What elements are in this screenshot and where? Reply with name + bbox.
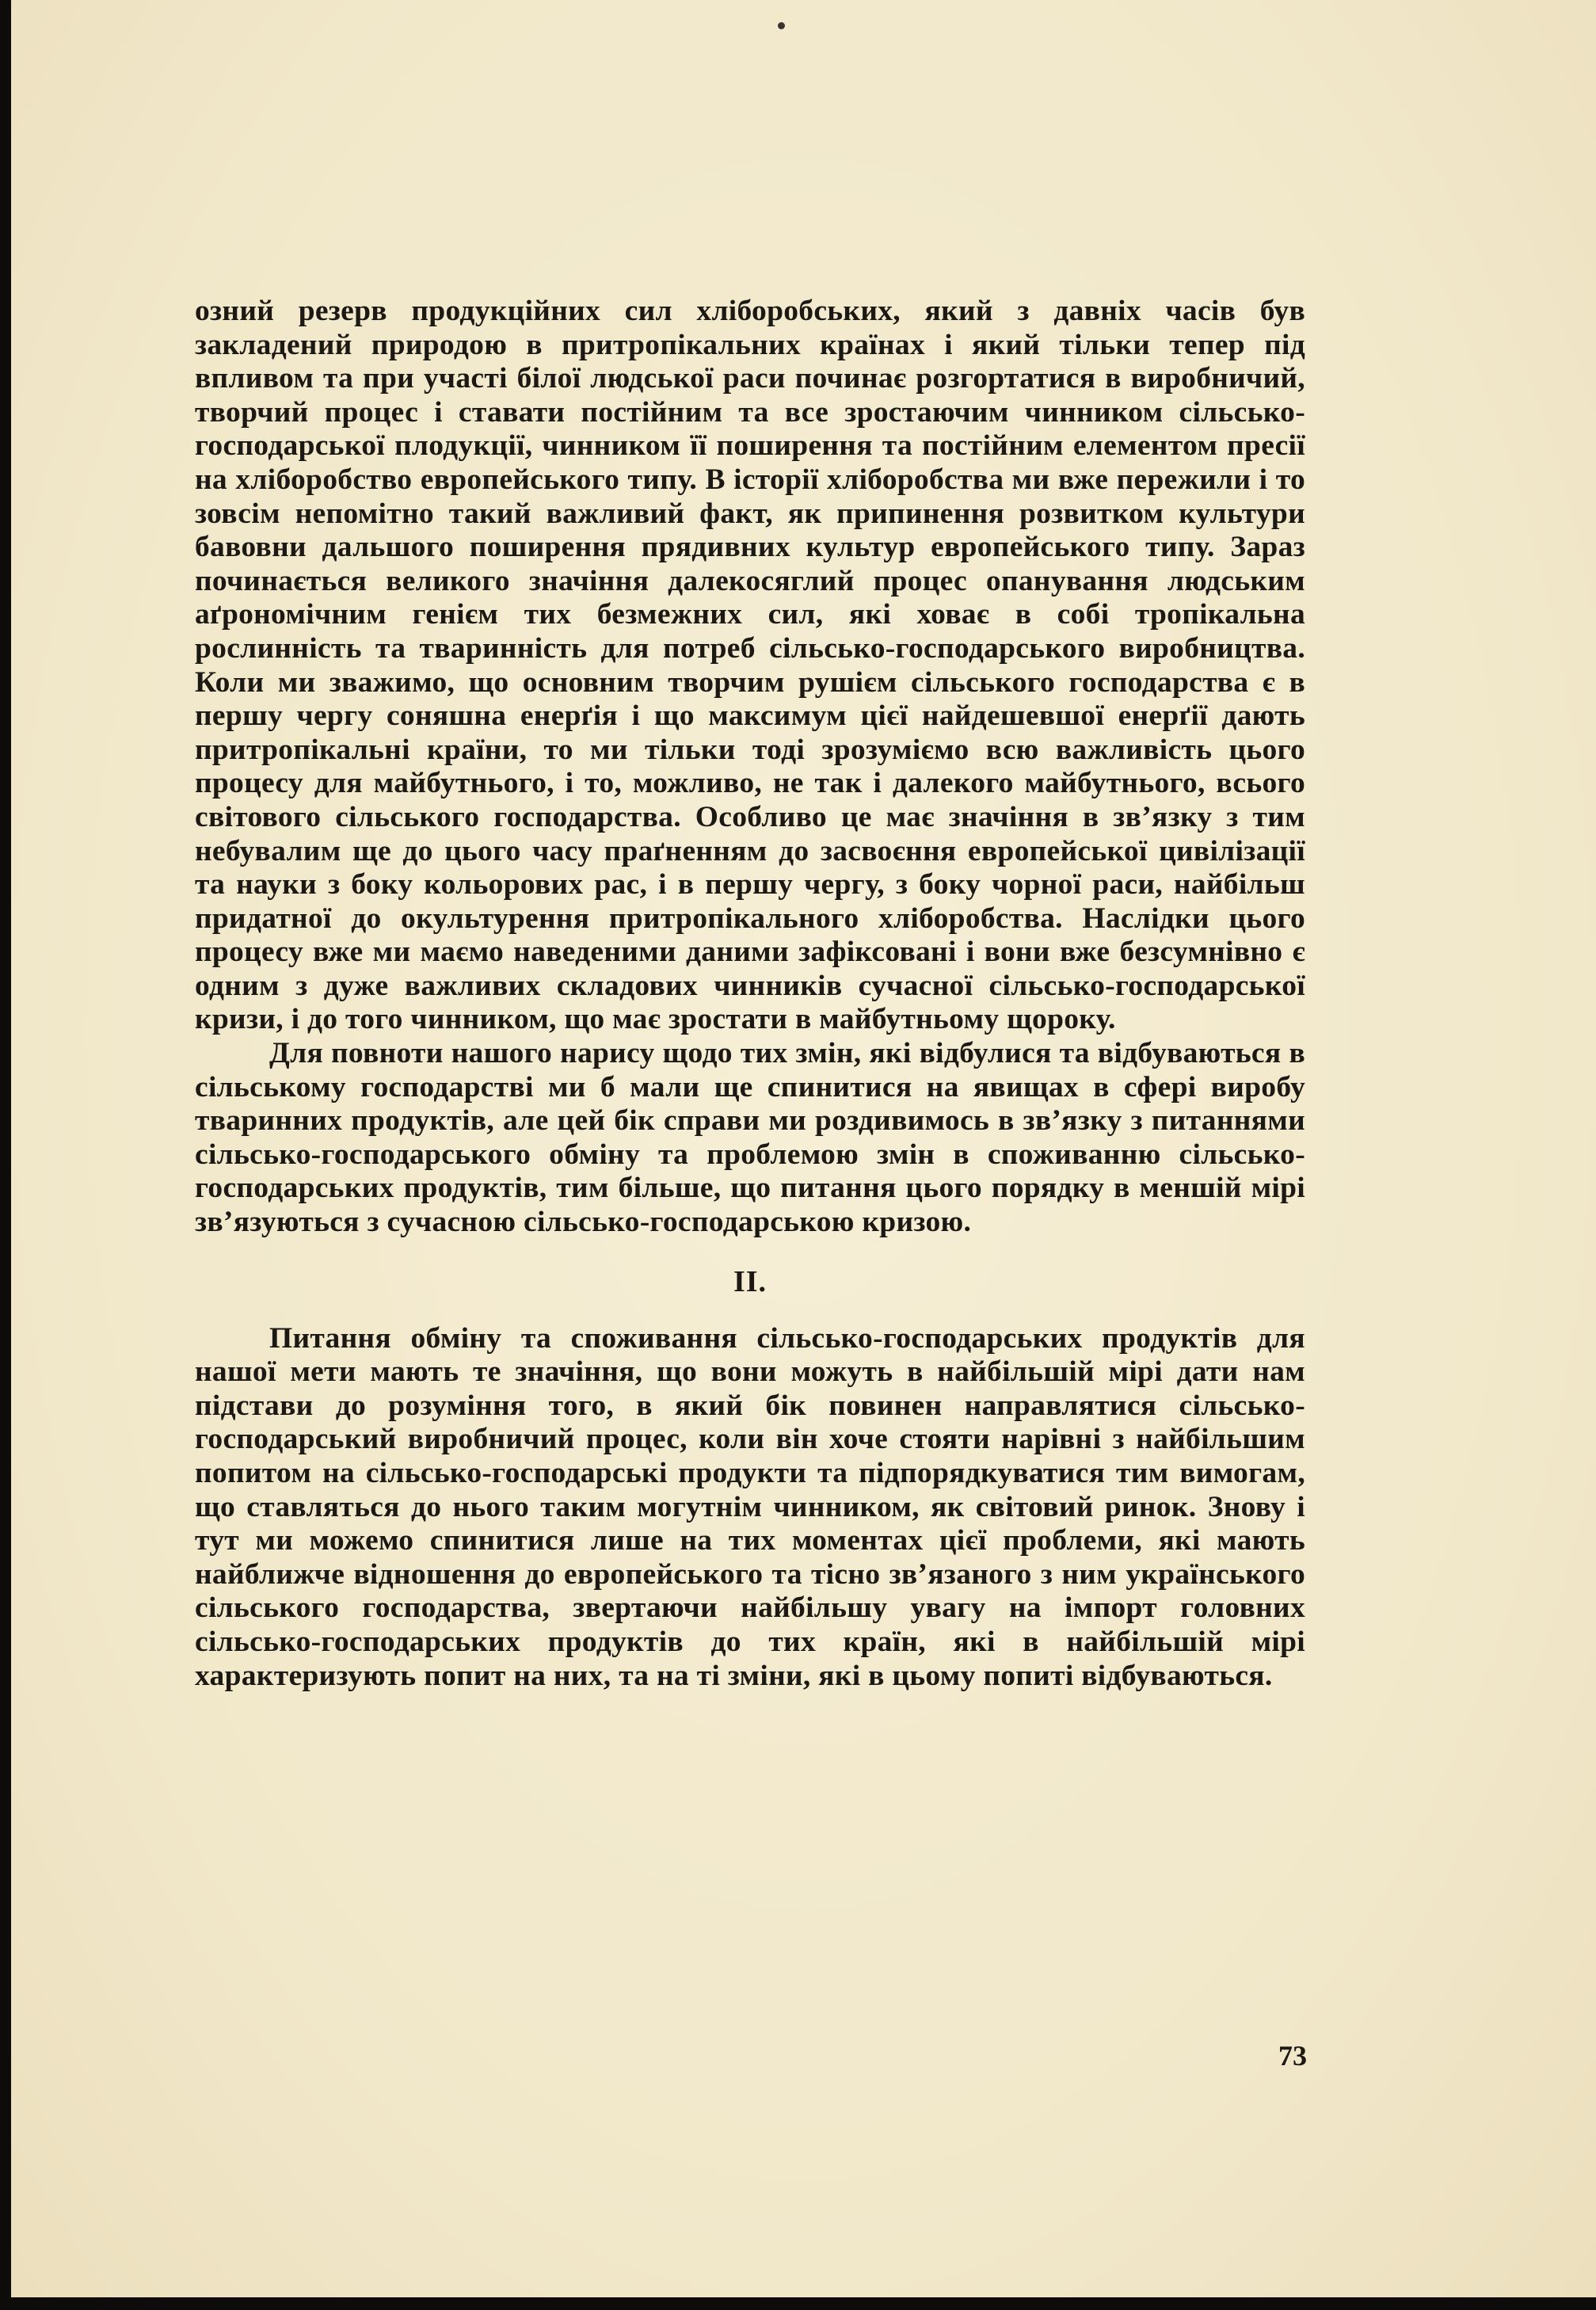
- paragraph-exchange-consumption: Питання обміну та споживання сільсько-господарських продуктів для нашої мети мають те значіння, що вони можуть в найбільшій мірі дати нам підстави до розуміння того, в який бік повинен направлятися сільсько-господарський виробничий процес, коли він хоче стояти нарівні з найбільшим попитом на сільсько-господарські продукти та підпорядкуватися тим вимогам, що ставляться до нього таким могутнім чинником, як світовий ринок. Знову і тут ми можемо спинитися лише на тих моментах цієї проблеми, які мають найближче відношення до европейського та тісно зв’язаного з ним українського сільського господарства, звертаючи найбільшу увагу на імпорт головних сільсько-господарських продуктів до тих країн, які в найбільшій мірі характеризують попит на них, та на ті зміни, які в цьому попиті відбуваються.: [195, 1321, 1305, 1692]
- binding-gutter: [0, 0, 11, 2310]
- paragraph-continuation: озний резерв продукційних сил хліборобських, який з давніх часів був закладений природою в притропікальних країнах і який тільки тепер під впливом та при участі білої людської раси починає розгортатися в виробничий, творчий процес і ставати постійним та все зростаючим чинником сільсько-господарської плодукції, чинником її поширення та постійним елементом пресії на хліборобство европейського типу. В історії хліборобства ми вже пережили і то зовсім непомітно такий важливий факт, як припинення розвитком культури бавовни дальшого поширення прядивних культур европейського типу. Зараз починається великого значіння далекосяглий процес опанування людським аґрономічним генієм тих безмежних сил, які ховає в собі тропікальна рослинність та тваринність для потреб сільсько-господарського виробництва. Коли ми зважимо, що основним творчим рушієм сільського господарства є в першу чергу соняшна енерґія і що максимум цієї найдешевшої енерґії дають притропікальні країни, то ми тільки тоді зрозуміємо всю важливість цього процесу для майбутнього, і то, можливо, не так і далекого майбутнього, всього світового сільського господарства. Особливо це має значіння в зв’язку з тим небувалим ще до цього часу праґненням до засвоєння европейської цивілізації та науки з боку кольорових рас, і в першу чергу, з боку чорної раси, найбільш придатної до окультурення притропікального хліборобства. Наслідки цього процесу вже ми маємо наведеними даними зафіксовані і вони вже безсумнівно є одним з дуже важливих складових чинників сучасної сільсько-господарської кризи, і до того чинником, що має зростати в майбутньому щороку.: [195, 295, 1305, 1036]
- page-bottom-edge: [0, 2297, 1596, 2310]
- section-heading: II.: [733, 1264, 768, 1298]
- page-number: 73: [1278, 2040, 1307, 2072]
- body-text: [195, 295, 1305, 1693]
- paragraph-changes-summary: Для повноти нашого нарису щодо тих змін, які відбулися та відбуваються в сільському господарстві ми б мали ще спинитися на явищах в сфері виробу тваринних продуктів, але цей бік справи ми роздивимось в зв’язку з питаннями сільсько-господарського обміну та проблемою змін в споживанню сільсько-господарських продуктів, тим більше, що питання цього порядку в меншій мірі зв’язуються з сучасною сільсько-господарською кризою.: [195, 1037, 1305, 1239]
- ink-dot: [778, 22, 785, 29]
